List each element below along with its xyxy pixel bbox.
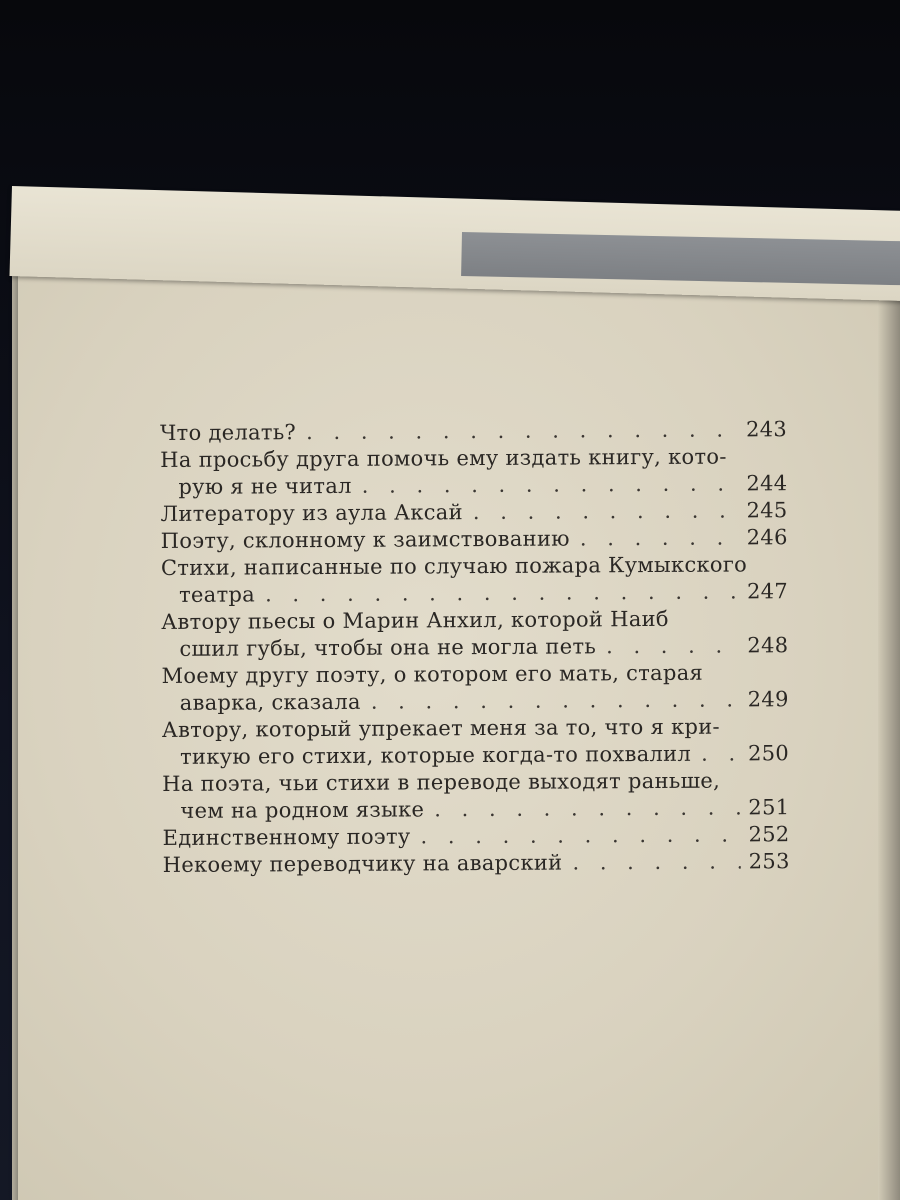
toc-entry bbox=[161, 524, 787, 555]
leader-dots bbox=[572, 848, 740, 876]
toc-entry-title: Автору, который упрекает меня за то, что я кри- bbox=[161, 714, 720, 742]
toc-entry-title-continued: рую я не читал bbox=[178, 473, 352, 499]
toc-page-number: 251 bbox=[748, 795, 790, 820]
leader-dots bbox=[580, 524, 739, 552]
toc-entry-title: Автору пьесы о Марин Анхил, которой Наиб bbox=[161, 606, 669, 634]
toc-page-number: 247 bbox=[746, 579, 789, 604]
toc-page-number: 243 bbox=[745, 417, 788, 442]
toc-entry bbox=[162, 821, 788, 852]
toc-entry bbox=[162, 713, 788, 771]
toc-entry bbox=[162, 767, 788, 825]
toc-entry-title: На просьбу друга помочь ему издать книгу, кото- bbox=[160, 444, 727, 472]
toc-entry-title: Некоему переводчику на аварский bbox=[162, 850, 563, 877]
toc-entry bbox=[160, 443, 786, 501]
toc-page-number: 250 bbox=[747, 741, 790, 766]
toc-entry-title: Литератору из аула Аксай bbox=[160, 500, 463, 526]
leader-dots bbox=[371, 686, 740, 715]
leader-dots bbox=[701, 740, 740, 767]
toc-entry bbox=[161, 605, 787, 663]
leader-dots bbox=[362, 470, 739, 499]
toc-entry-title-continued: тикую его стихи, которые когда-то похвалил bbox=[179, 741, 692, 769]
toc-entry bbox=[163, 848, 789, 879]
toc-entry-title-continued: чем на родном языке bbox=[180, 797, 425, 823]
leader-dots bbox=[420, 821, 740, 850]
toc-entry-title-continued: театра bbox=[178, 582, 256, 607]
table-of-contents bbox=[160, 416, 789, 879]
toc-entry-title: На поэта, чьи стихи в переводе выходят раньше, bbox=[162, 768, 721, 796]
leader-dots bbox=[306, 416, 738, 446]
toc-page-number: 244 bbox=[746, 471, 788, 496]
toc-entry-title: Поэту, склонному к заимствованию bbox=[160, 526, 570, 553]
toc-page-number: 252 bbox=[748, 822, 790, 847]
toc-entry bbox=[161, 659, 787, 717]
page-right-edge bbox=[878, 270, 900, 1200]
toc-entry-title-continued: аварка, сказала bbox=[179, 689, 361, 715]
toc-page-number: 249 bbox=[747, 687, 789, 712]
toc-entry-title: Единственному поэту bbox=[162, 824, 411, 850]
leader-dots bbox=[434, 794, 740, 823]
leader-dots bbox=[606, 632, 739, 660]
toc-entry-title-continued: сшил губы, чтобы она не могла петь bbox=[179, 634, 597, 661]
leader-dots bbox=[473, 497, 739, 526]
toc-page-number: 253 bbox=[748, 849, 790, 874]
toc-entry-title: Что делать? bbox=[160, 420, 297, 445]
toc-entry-title: Стихи, написанные по случаю пожара Кумыкского bbox=[160, 552, 748, 580]
toc-page-number: 248 bbox=[747, 633, 789, 658]
toc-entry bbox=[160, 416, 786, 447]
toc-page-number: 245 bbox=[746, 498, 788, 523]
toc-entry bbox=[161, 551, 787, 609]
leader-dots bbox=[265, 578, 739, 608]
toc-entry-title: Моему другу поэту, о котором его мать, старая bbox=[161, 660, 704, 688]
toc-entry bbox=[160, 497, 786, 528]
toc-page-number: 246 bbox=[746, 525, 788, 550]
